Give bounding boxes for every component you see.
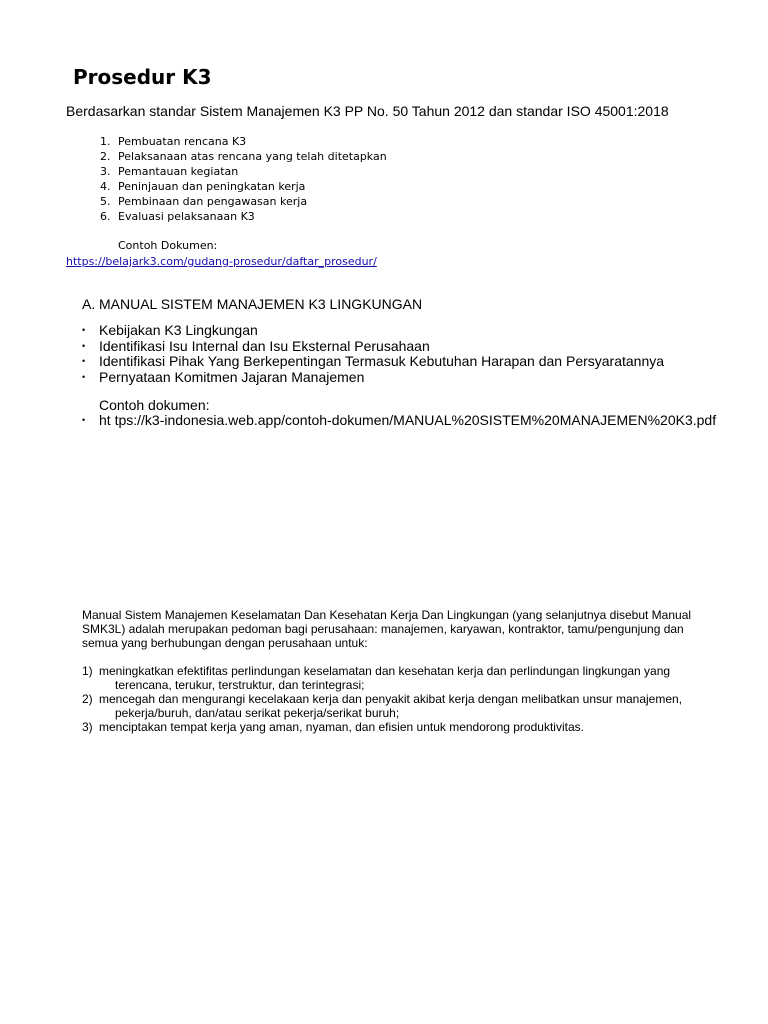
bullet-icon: •	[82, 340, 86, 351]
item-number: 2)	[82, 692, 93, 706]
step-text: Evaluasi pelaksanaan K3	[118, 210, 255, 223]
list-item	[82, 664, 722, 692]
list-item	[82, 720, 722, 734]
list-item-text: Identifikasi Pihak Yang Berkepentingan Termasuk Kebutuhan Harapan dan Persyaratannya	[99, 353, 665, 370]
example-document-label: Contoh Dokumen:	[118, 239, 218, 252]
step-text: Pembinaan dan pengawasan kerja	[118, 195, 308, 208]
intro-text: Berdasarkan standar Sistem Manajemen K3 PP No. 50 Tahun 2012 dan standar ISO 45001:2018	[66, 103, 669, 119]
list-item	[82, 339, 664, 355]
manual-document-link[interactable]	[82, 412, 716, 428]
item-text-continued: pekerja/buruh, dan/atau serikat pekerja/serikat buruh;	[115, 706, 400, 720]
step-text: Pemantauan kegiatan	[118, 165, 239, 178]
item-text: mencegah dan mengurangi kecelakaan kerja dan penyakit akibat kerja dengan melibatkan unsur manajemen,	[99, 692, 683, 706]
bullet-icon: •	[82, 356, 86, 367]
list-item-text: Pernyataan Komitmen Jajaran Manajemen	[99, 369, 365, 386]
step-number: 1.	[100, 135, 111, 148]
step-number: 3.	[100, 165, 111, 178]
item-number: 1)	[82, 664, 93, 678]
step-number: 2.	[100, 150, 111, 163]
list-item-text: Kebijakan K3 Lingkungan	[99, 322, 258, 338]
step-text: Peninjauan dan peningkatan kerja	[118, 180, 306, 193]
procedure-steps-list	[100, 134, 387, 224]
section-a-heading	[82, 295, 422, 313]
step-number: 6.	[100, 210, 111, 223]
list-item	[100, 149, 387, 164]
item-number: 3)	[82, 720, 93, 734]
step-text: Pelaksanaan atas rencana yang telah ditetapkan	[118, 150, 387, 163]
list-item	[100, 134, 387, 149]
list-item	[82, 354, 664, 370]
bullet-icon: •	[82, 415, 86, 425]
list-item	[100, 164, 387, 179]
manual-document-url[interactable]: ht tps://k3-indonesia.web.app/contoh-dokumen/MANUAL%20SISTEM%20MANAJEMEN%20K3.pdf	[99, 412, 717, 428]
bullet-icon: •	[82, 372, 86, 383]
step-number: 5.	[100, 195, 111, 208]
document-title: Prosedur K3	[73, 65, 212, 89]
bullet-icon: •	[82, 325, 86, 335]
procedure-list-link[interactable]: https://belajark3.com/gudang-prosedur/daftar_prosedur/	[66, 255, 377, 268]
list-item	[100, 194, 387, 209]
section-title: MANUAL SISTEM MANAJEMEN K3 LINGKUNGAN	[99, 296, 423, 312]
list-item	[100, 179, 387, 194]
list-item	[82, 370, 664, 386]
manual-purpose-list	[82, 664, 722, 734]
manual-description-paragraph: Manual Sistem Manajemen Keselamatan Dan Kesehatan Kerja Dan Lingkungan (yang selanjutnya disebut Manual SMK3L) adalah merupakan pedoman bagi perusahaan: manajemen, karyawan, kontraktor, tamu/pengunjung dan semua yang berhubungan dengan perusahaan untuk:	[82, 608, 692, 650]
list-item	[82, 692, 722, 720]
list-item-text: Identifikasi Isu Internal dan Isu Eksternal Perusahaan	[99, 337, 430, 354]
item-text-continued: terencana, terukur, terstruktur, dan terintegrasi;	[115, 678, 365, 692]
item-text: menciptakan tempat kerja yang aman, nyaman, dan efisien untuk mendorong produktivitas.	[99, 720, 584, 734]
manual-contents-list	[82, 323, 664, 386]
step-number: 4.	[100, 180, 111, 193]
step-text: Pembuatan rencana K3	[118, 135, 247, 148]
list-item	[82, 323, 664, 339]
example-document-label: Contoh dokumen:	[99, 397, 210, 413]
item-text: meningkatkan efektifitas perlindungan keselamatan dan kesehatan kerja dan perlindungan lingkungan yang	[99, 664, 671, 678]
section-letter: A.	[82, 296, 96, 312]
list-item	[100, 209, 387, 224]
